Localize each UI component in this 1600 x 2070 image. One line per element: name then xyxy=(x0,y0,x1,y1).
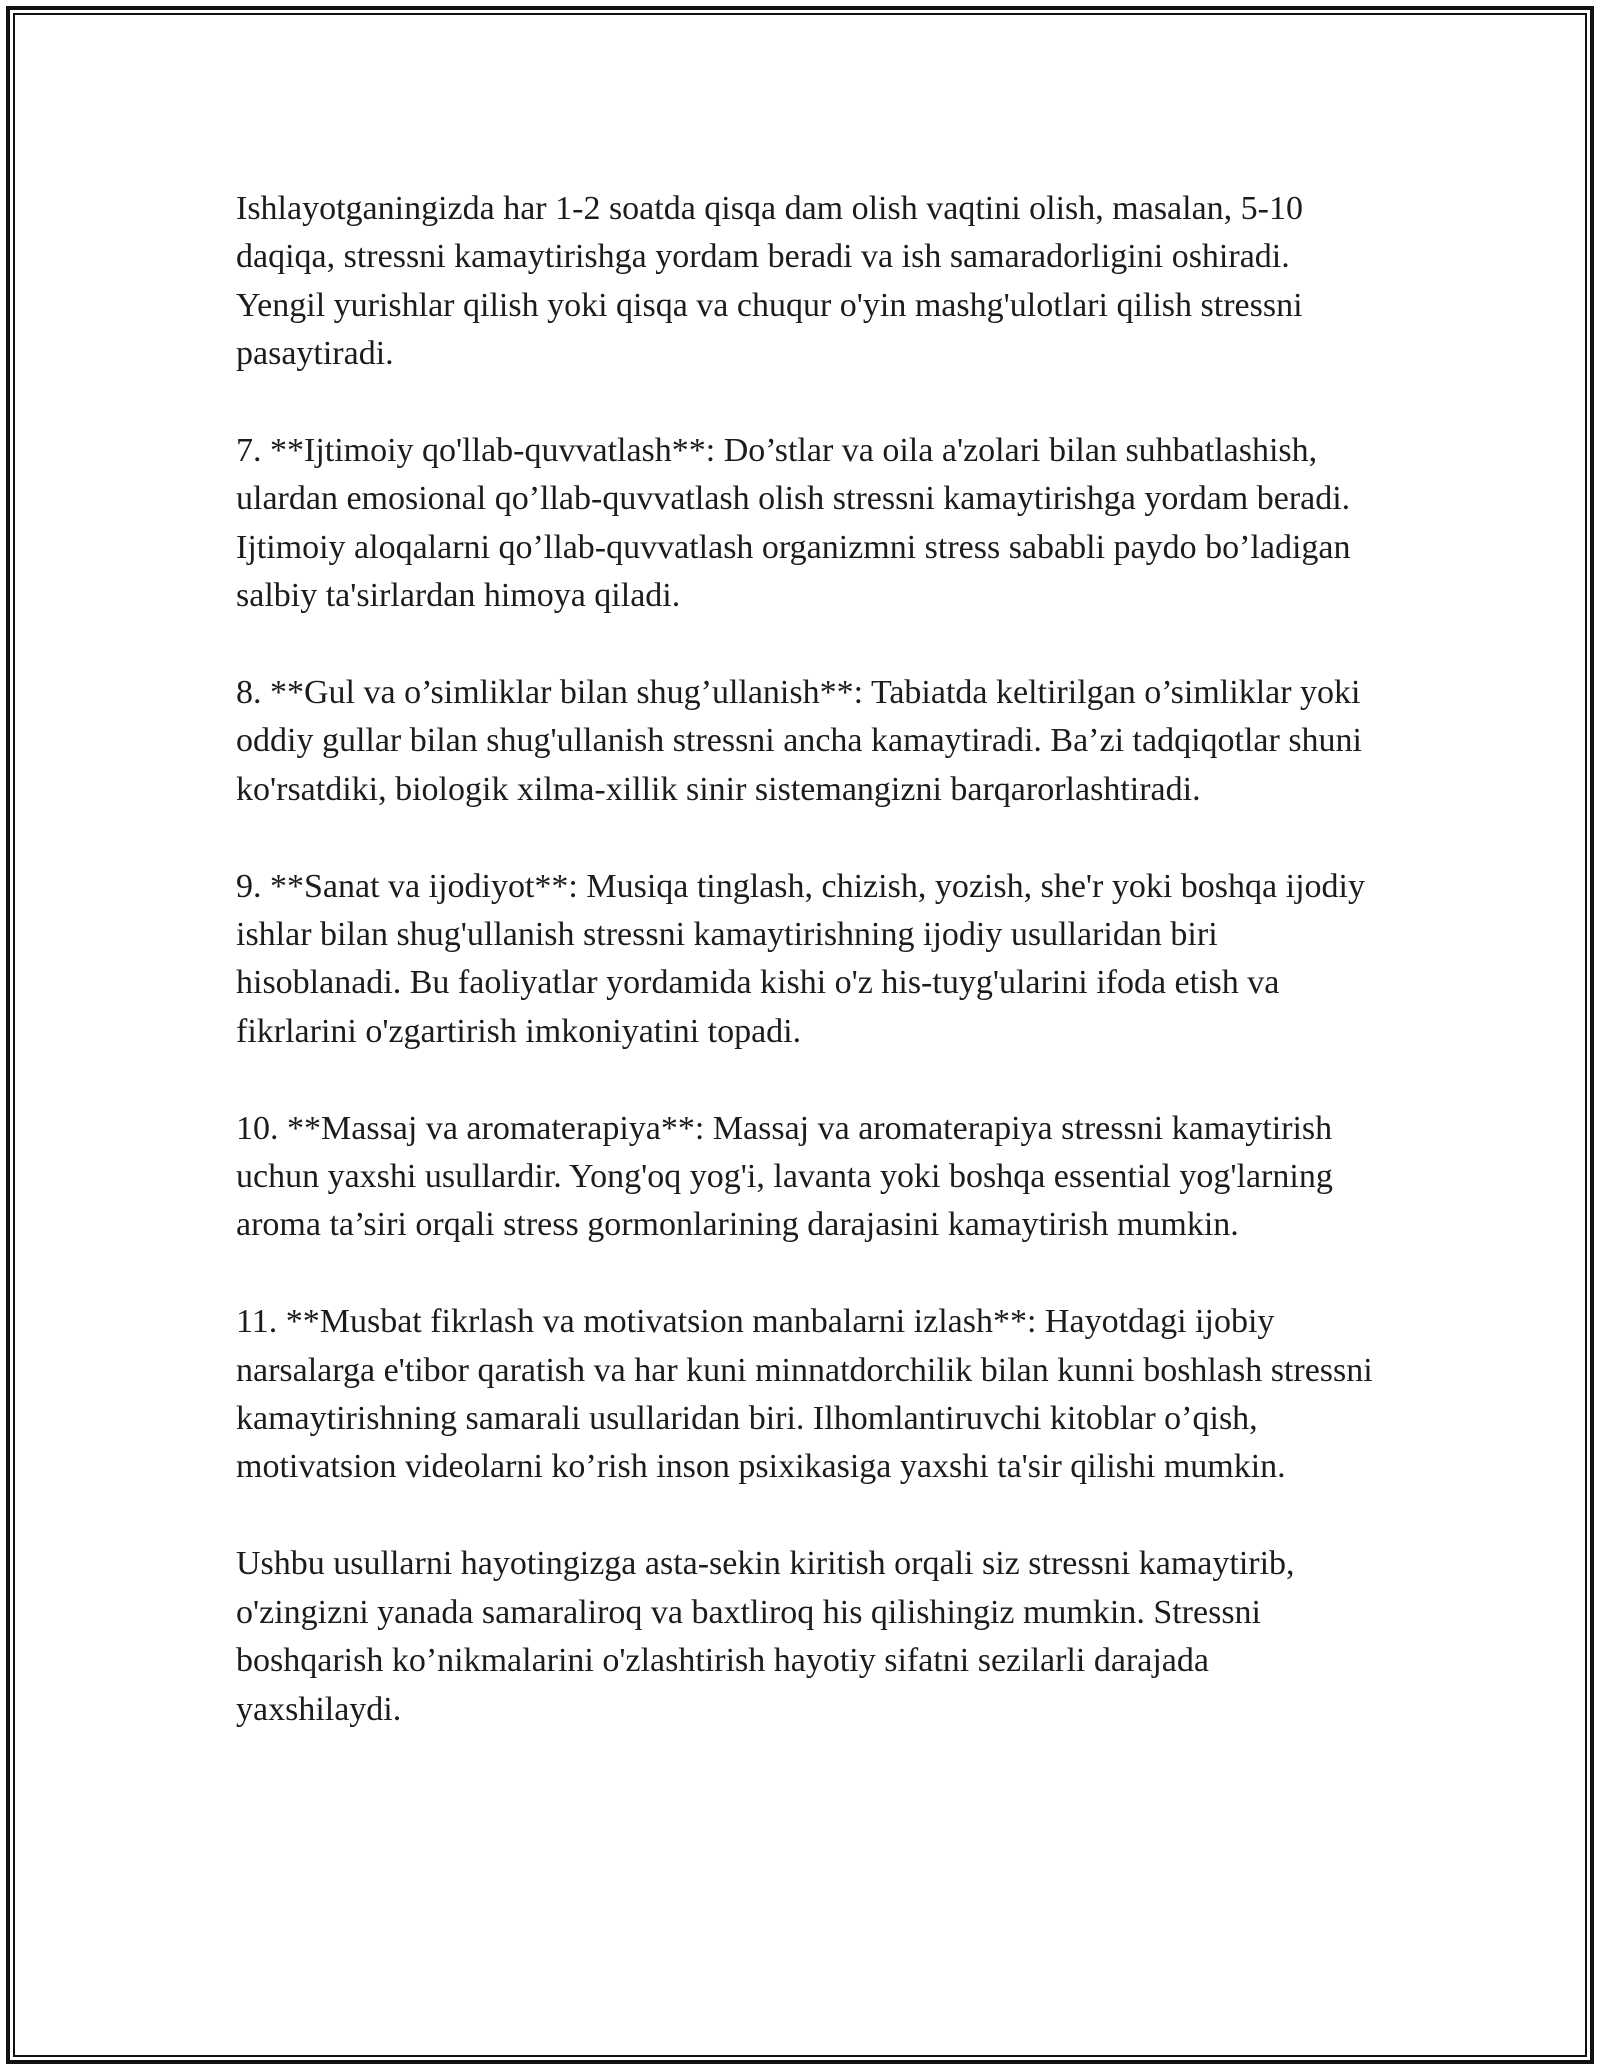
paragraph-art-creativity: 9. **Sanat va ijodiyot**: Musiqa tinglash, chizish, yozish, she'r yoki boshqa ijodiy ishlar bilan shug'ullanish stressni kamaytirishning ijodiy usullaridan biri hisoblanadi. Bu faoliyatlar yordamida kishi o'z his-tuyg'ularini ifoda etish va fikrlarini o'zgartirish imkoniyatini topadi. xyxy=(236,867,1365,1050)
paragraph-massage-aromatherapy: 10. **Massaj va aromaterapiya**: Massaj va aromaterapiya stressni kamaytirish uchun yaxshi usullardir. Yong'oq yog'i, lavanta yoki boshqa essential yog'larning aroma ta’siri orqali stress gormonlarining darajasini kamaytirish mumkin. xyxy=(236,1109,1333,1244)
document-body xyxy=(236,185,1376,1734)
paragraph-break-advice: Ishlayotganingizda har 1-2 soatda qisqa dam olish vaqtini olish, masalan, 5-10 daqiqa, stressni kamaytirishga yordam beradi va ish samaradorligini oshiradi. Yengil yurishlar qilish yoki qisqa va chuqur o'yin mashg'ulotlari qilish stressni pasaytiradi. xyxy=(236,190,1303,373)
paragraph-conclusion: Ushbu usullarni hayotingizga asta-sekin kiritish orqali siz stressni kamaytirib, o'zingizni yanada samaraliroq va baxtliroq his qilishingiz mumkin. Stressni boshqarish ko’nikmalarini o'zlashtirish hayotiy sifatni sezilarli darajada yaxshilaydi. xyxy=(236,1545,1295,1728)
paragraph-positive-thinking: 11. **Musbat fikrlash va motivatsion manbalarni izlash**: Hayotdagi ijobiy narsalarga e'tibor qaratish va har kuni minnatdorchilik bilan kunni boshlash stressni kamaytirishning samarali usullaridan biri. Ilhomlantiruvchi kitoblar o’qish, motivatsion videolarni ko’rish inson psixikasiga yaxshi ta'sir qilishi mumkin. xyxy=(236,1303,1373,1486)
paragraph-social-support: 7. **Ijtimoiy qo'llab-quvvatlash**: Do’stlar va oila a'zolari bilan suhbatlashish, ulardan emosional qo’llab-quvvatlash olish stressni kamaytirishga yordam beradi. Ijtimoiy aloqalarni qo’llab-quvvatlash organizmni stress sababli paydo bo’ladigan salbiy ta'sirlardan himoya qiladi. xyxy=(236,432,1351,615)
paragraph-plants: 8. **Gul va o’simliklar bilan shug’ullanish**: Tabiatda keltirilgan o’simliklar yoki oddiy gullar bilan shug'ullanish stressni ancha kamaytiradi. Ba’zi tadqiqotlar shuni ko'rsatdiki, biologik xilma-xillik sinir sistemangizni barqarorlashtiradi. xyxy=(236,674,1363,808)
